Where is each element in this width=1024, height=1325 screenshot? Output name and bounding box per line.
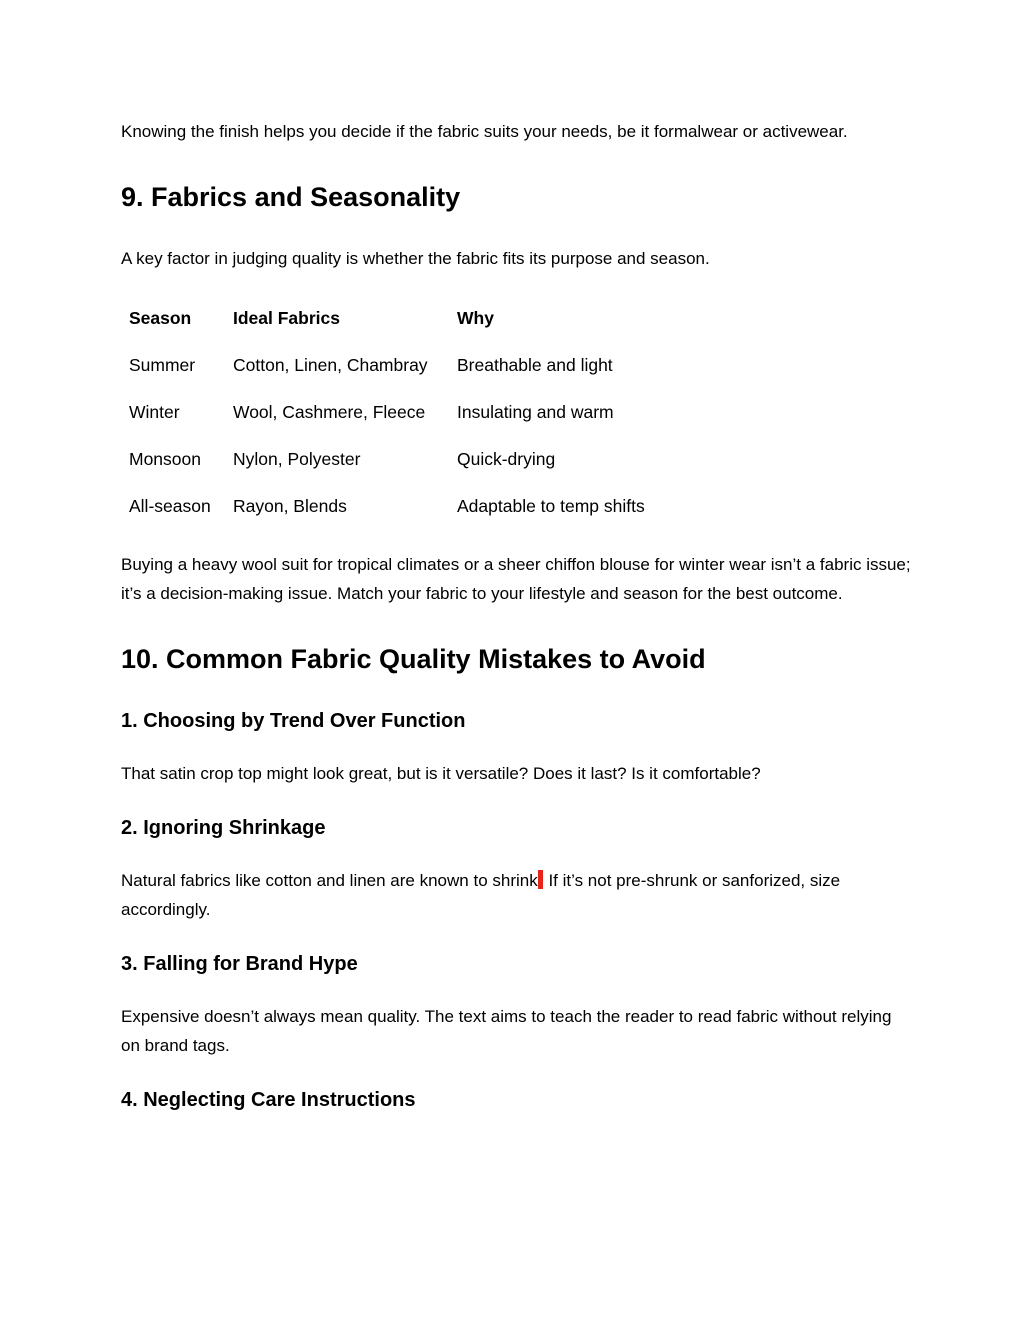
- mistake-2-text-start: Natural fabrics like cotton and linen are known to shrink: [121, 871, 538, 890]
- section-10-heading: 10. Common Fabric Quality Mistakes to Avoid: [121, 644, 706, 674]
- section-9-closing-paragraph: Buying a heavy wool suit for tropical climates or a sheer chiffon blouse for winter wear isn’t a fabric issue; it’s a decision-making issue. Match your fabric to your lifestyle and season for the best outcome.: [121, 555, 911, 603]
- mistake-2-paragraph: [121, 866, 911, 924]
- table-cell-why: Breathable and light: [457, 355, 613, 375]
- table-header-ideal-fabrics: Ideal Fabrics: [233, 308, 340, 328]
- table-cell-season: Summer: [129, 355, 196, 375]
- mistake-1-paragraph: That satin crop top might look great, but is it versatile? Does it last? Is it comfortable?: [121, 764, 761, 783]
- section-9-heading: 9. Fabrics and Seasonality: [121, 182, 461, 212]
- season-fabric-table: [121, 295, 685, 530]
- table-row: [121, 483, 685, 530]
- table-cell-fabrics: Rayon, Blends: [233, 496, 347, 516]
- table-cell-season: Winter: [129, 402, 180, 422]
- table-cell-fabrics: Nylon, Polyester: [233, 449, 361, 469]
- section-9-paragraph: A key factor in judging quality is whether the fabric fits its purpose and season.: [121, 249, 710, 268]
- table-row: [121, 389, 685, 436]
- mistake-4-heading: 4. Neglecting Care Instructions: [121, 1089, 416, 1111]
- table-cell-fabrics: Cotton, Linen, Chambray: [233, 355, 428, 375]
- table-header-why: Why: [457, 308, 494, 328]
- table-cell-why: Adaptable to temp shifts: [457, 496, 645, 516]
- document-page: [121, 117, 911, 1113]
- table-cell-why: Insulating and warm: [457, 402, 614, 422]
- table-row: [121, 342, 685, 389]
- mistake-2-heading: 2. Ignoring Shrinkage: [121, 817, 326, 839]
- table-cell-fabrics: Wool, Cashmere, Fleece: [233, 402, 426, 422]
- mistake-2-text-end: If it’s not pre-shrunk or sanforized, size accordingly.: [121, 871, 841, 919]
- text-cursor-marker: [538, 870, 543, 889]
- table-cell-season: Monsoon: [129, 449, 201, 469]
- intro-paragraph: Knowing the finish helps you decide if the fabric suits your needs, be it formalwear or activewear.: [121, 122, 848, 141]
- table-cell-why: Quick-drying: [457, 449, 556, 469]
- table-header-season: Season: [129, 308, 192, 328]
- table-header-row: [121, 295, 685, 342]
- table-row: [121, 436, 685, 483]
- mistake-3-paragraph: Expensive doesn’t always mean quality. The text aims to teach the reader to read fabric without relying on brand tags.: [121, 1007, 892, 1055]
- table-cell-season: All-season: [129, 496, 211, 516]
- mistake-3-heading: 3. Falling for Brand Hype: [121, 953, 358, 975]
- mistake-1-heading: 1. Choosing by Trend Over Function: [121, 710, 466, 732]
